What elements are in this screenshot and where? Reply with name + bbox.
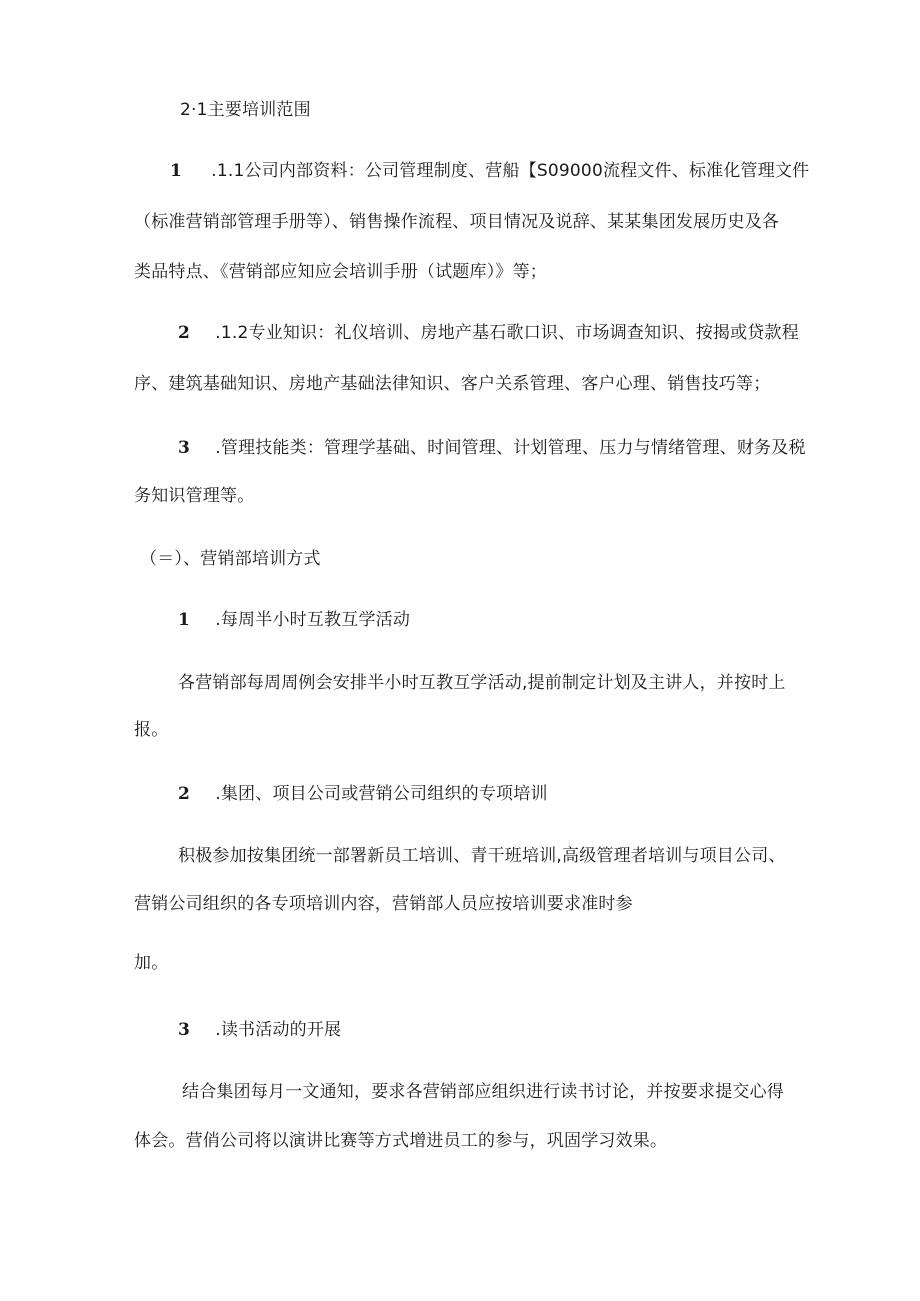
item-2-line-1 [178, 322, 799, 344]
method-3-title-text: .读书活动的开展 [215, 1020, 342, 1040]
method-2-para-line-3: 加。 [134, 953, 169, 973]
item-1-line-1 [170, 160, 809, 182]
method-3-number: 3 [178, 1020, 191, 1040]
item-2-text: .1.2专业知识：礼仪培训、房地产基石歌口识、市场调查知识、按揭或贷款程 [215, 323, 799, 343]
method-2-number: 2 [178, 784, 191, 804]
section-2-heading: （＝）、营销部培训方式 [140, 549, 321, 569]
item-3-line-2: 务知识管理等。 [134, 486, 255, 506]
item-1-text: .1.1公司内部资料：公司管理制度、营船【S09000流程文件、标准化管理文件 [211, 161, 810, 181]
method-2-title-text: .集团、项目公司或营销公司组织的专项培训 [215, 784, 548, 804]
item-1-line-3: 类品特点、《营销部应知应会培训手册（试题库）》等； [134, 262, 547, 282]
method-2-title [178, 783, 548, 805]
method-1-number: 1 [178, 610, 191, 630]
method-1-para-line-1: 各营销部每周周例会安排半小时互教互学活动,提前制定计划及主讲人，并按时上 [178, 673, 786, 693]
heading-2-1: 2·1主要培训范围 [180, 100, 311, 120]
method-3-para-line-1: 结合集团每月一文通知，要求各营销部应组织进行读书讨论，并按要求提交心得 [182, 1082, 784, 1102]
method-1-para-line-2: 报。 [134, 720, 169, 740]
method-2-para-line-2: 营销公司组织的各专项培训内容，营销部人员应按培训要求准时参 [134, 894, 633, 914]
item-3-text: .管理技能类：管理学基础、时间管理、计划管理、压力与情绪管理、财务及税 [215, 438, 806, 458]
item-1-line-2: （标准营销部管理手册等）、销售操作流程、项目情况及说辞、某某集团发展历史及各 [134, 212, 780, 232]
item-2-number: 2 [178, 323, 191, 343]
item-2-line-2: 序、建筑基础知识、房地产基础法律知识、客户关系管理、客户心理、销售技巧等； [134, 374, 771, 394]
method-3-para-line-2: 体会。营俏公司将以演讲比赛等方式增进员工的参与，巩固学习效果。 [134, 1131, 668, 1151]
item-3-line-1 [178, 437, 806, 459]
item-1-number: 1 [170, 161, 183, 181]
item-3-number: 3 [178, 438, 191, 458]
method-3-title [178, 1019, 341, 1041]
method-1-title-text: .每周半小时互教互学活动 [215, 610, 411, 630]
method-1-title [178, 609, 410, 631]
method-2-para-line-1: 积极参加按集团统一部署新员工培训、青干班培训,高级管理者培训与项目公司、 [178, 846, 786, 866]
